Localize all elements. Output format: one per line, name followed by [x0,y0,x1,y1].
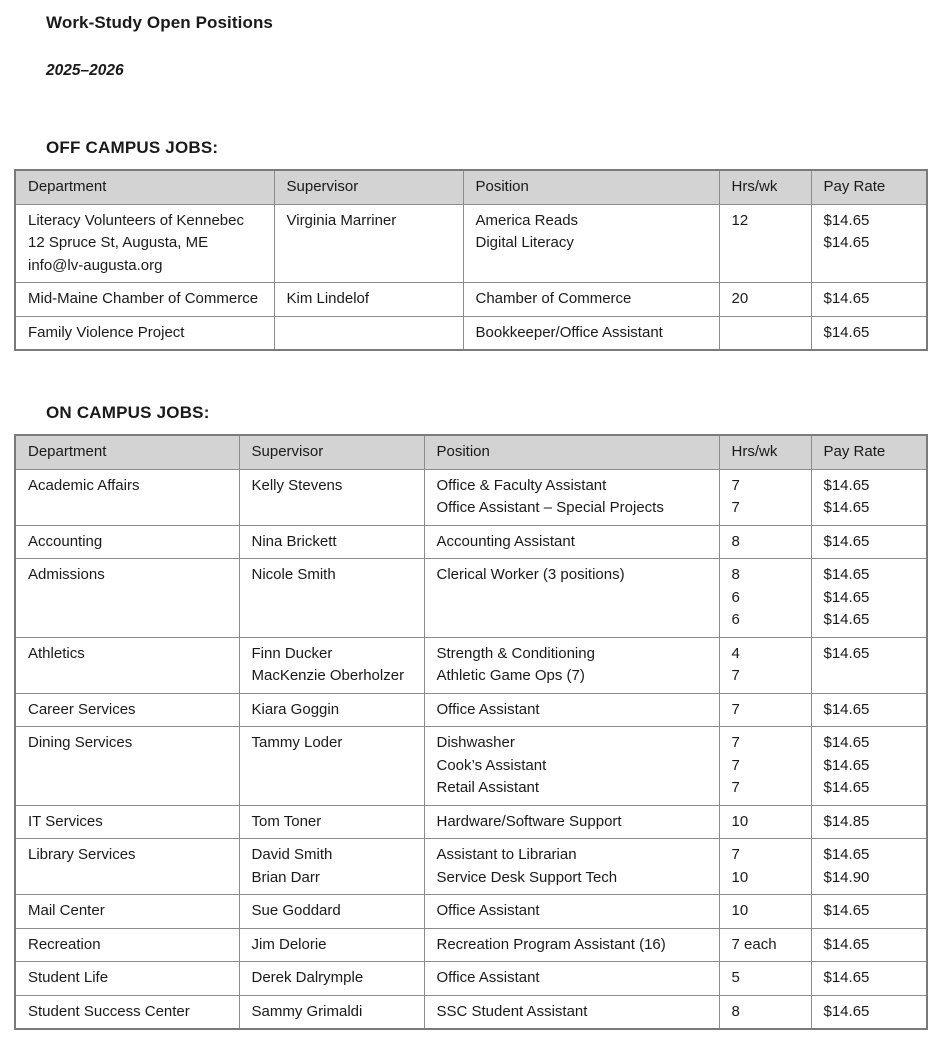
cell-line: Retail Assistant [436,779,540,796]
cell-pay [811,727,927,806]
cell-supervisor [239,469,424,525]
table-row [15,693,927,727]
cell-line: $14.65 [823,969,870,986]
cell-line: Academic Affairs [28,476,140,494]
cell-pay [811,469,927,525]
cell-line: $14.65 [823,532,870,550]
cell-line: Nicole Smith [251,566,336,583]
cell-department [15,895,239,929]
cell-line: 8 [731,532,740,550]
cell-department [15,928,239,962]
cell-pay [811,693,927,727]
cell-line: $14.65 [823,499,870,516]
cell-line: Career Services [28,700,136,718]
cell-line: Chamber of Commerce [475,290,632,307]
cell-line: Office Assistant – Special Projects [436,499,664,516]
cell-line: SSC Student Assistant [436,1002,588,1020]
cell-position [463,316,719,350]
cell-line: Mail Center [28,902,105,919]
cell-line: MacKenzie Oberholzer [251,667,405,684]
cell-line: Sammy Grimaldi [251,1002,363,1020]
cell-supervisor [239,637,424,693]
cell-hrs [719,727,811,806]
cell-line: America Reads [475,211,579,229]
cell-supervisor [274,283,463,317]
cell-line: $14.65 [823,779,870,796]
table-row [15,895,927,929]
cell-line: 7 [731,667,740,684]
cell-line: 10 [731,868,749,886]
cell-line: 8 [731,1002,740,1020]
cell-line: Service Desk Support Tech [436,868,618,886]
cell-supervisor [239,525,424,559]
cell-line: Kiara Goggin [251,700,340,718]
cell-hrs [719,469,811,525]
cell-line: 12 [731,211,749,229]
cell-position [424,727,719,806]
cell-line: 7 [731,476,740,494]
cell-pay [811,525,927,559]
cell-supervisor [239,693,424,727]
cell-line: $14.65 [823,290,870,307]
table-row [15,204,927,283]
table-row [15,559,927,638]
cell-hrs [719,283,811,317]
cell-position [463,283,719,317]
column-header: Supervisor [239,435,424,469]
cell-line: Virginia Marriner [286,211,397,229]
cell-department [15,693,239,727]
cell-hrs [719,839,811,895]
column-header: Supervisor [274,170,463,204]
cell-hrs [719,895,811,929]
cell-position [424,469,719,525]
table-header-row [15,435,927,469]
cell-line: 8 [731,566,740,583]
table-header-row [15,170,927,204]
cell-line: $14.65 [823,611,870,628]
cell-line: Student Success Center [28,1002,190,1020]
cell-supervisor [239,928,424,962]
cell-department [15,805,239,839]
cell-line: Recreation [28,935,101,953]
cell-line: Admissions [28,566,105,583]
column-header: Pay Rate [811,435,927,469]
cell-department [15,283,274,317]
cell-line: Tammy Loder [251,734,343,751]
cell-position [463,204,719,283]
cell-supervisor [239,559,424,638]
cell-line: $14.65 [823,588,870,606]
cell-pay [811,839,927,895]
cell-line: Hardware/Software Support [436,812,622,830]
cell-pay [811,805,927,839]
cell-line: $14.90 [823,868,870,886]
section-heading-on-campus: ON CAMPUS JOBS: [46,403,210,422]
cell-department [15,839,239,895]
cell-line: 10 [731,902,749,919]
cell-line: 20 [731,290,749,307]
cell-line: 7 [731,700,740,718]
column-header: Position [463,170,719,204]
cell-line: $14.65 [823,734,870,751]
cell-line: $14.85 [823,812,870,830]
cell-line: $14.65 [823,935,870,953]
cell-hrs [719,316,811,350]
section-heading-off-campus: OFF CAMPUS JOBS: [46,138,219,157]
column-header: Hrs/wk [719,170,811,204]
cell-position [424,962,719,996]
cell-line: Finn Ducker [251,644,333,662]
cell-position [424,805,719,839]
cell-line: Office & Faculty Assistant [436,476,607,494]
table-row [15,839,927,895]
cell-line: $14.65 [823,700,870,718]
cell-department [15,962,239,996]
cell-line: Digital Literacy [475,234,574,251]
column-header: Pay Rate [811,170,927,204]
cell-line: Athletics [28,644,85,662]
cell-department [15,525,239,559]
cell-hrs [719,962,811,996]
cell-department [15,316,274,350]
cell-line: Strength & Conditioning [436,644,595,662]
cell-supervisor [239,727,424,806]
cell-position [424,839,719,895]
cell-line: $14.65 [823,644,870,662]
cell-position [424,559,719,638]
cell-line: IT Services [28,812,103,830]
cell-pay [811,316,927,350]
cell-line: Nina Brickett [251,532,337,550]
cell-line: Accounting [28,532,103,550]
cell-line: Recreation Program Assistant (16) [436,935,666,953]
cell-pay [811,928,927,962]
table-row [15,283,927,317]
cell-line: Derek Dalrymple [251,969,364,986]
cell-line: $14.65 [823,902,870,919]
column-header: Department [15,435,239,469]
cell-line: 6 [731,588,740,606]
cell-line: $14.65 [823,476,870,494]
cell-supervisor [239,962,424,996]
cell-position [424,928,719,962]
cell-line: $14.65 [823,323,870,341]
cell-line: Dishwasher [436,734,515,751]
cell-line: 7 [731,756,740,774]
cell-line: Brian Darr [251,868,320,886]
cell-line: David Smith [251,846,333,863]
cell-position [424,637,719,693]
cell-line: 10 [731,812,749,830]
cell-hrs [719,204,811,283]
column-header: Hrs/wk [719,435,811,469]
cell-hrs [719,928,811,962]
cell-line: Kim Lindelof [286,290,370,307]
cell-line: $14.65 [823,846,870,863]
cell-line: Tom Toner [251,812,322,830]
on-campus-jobs-table [14,434,928,1030]
cell-hrs [719,637,811,693]
cell-line: Family Violence Project [28,323,185,341]
cell-line: 7 [731,846,740,863]
cell-department [15,204,274,283]
page-title: Work-Study Open Positions [46,13,273,32]
cell-hrs [719,693,811,727]
cell-supervisor [274,316,463,350]
cell-department [15,469,239,525]
table-row [15,962,927,996]
cell-line: Clerical Worker (3 positions) [436,566,625,583]
cell-line: $14.65 [823,1002,870,1020]
table-row [15,928,927,962]
cell-line: 7 [731,779,740,796]
cell-line: Mid-Maine Chamber of Commerce [28,290,259,307]
cell-line: 4 [731,644,740,662]
cell-supervisor [274,204,463,283]
cell-hrs [719,525,811,559]
cell-line: 7 each [731,935,777,953]
cell-department [15,559,239,638]
cell-line: Dining Services [28,734,133,751]
cell-pay [811,962,927,996]
cell-line: 7 [731,499,740,516]
cell-supervisor [239,895,424,929]
cell-hrs [719,559,811,638]
cell-pay [811,895,927,929]
off-campus-jobs-table [14,169,928,351]
cell-line: Accounting Assistant [436,532,575,550]
table-row [15,469,927,525]
table-row [15,637,927,693]
table-row [15,805,927,839]
cell-position [424,693,719,727]
cell-line: Jim Delorie [251,935,327,953]
column-header: Department [15,170,274,204]
cell-line: Cook’s Assistant [436,756,547,774]
cell-line: Athletic Game Ops (7) [436,667,585,684]
cell-pay [811,283,927,317]
cell-line: 6 [731,611,740,628]
cell-line: Office Assistant [436,902,540,919]
cell-department [15,727,239,806]
cell-line: 7 [731,734,740,751]
cell-line: Assistant to Librarian [436,846,577,863]
cell-position [424,525,719,559]
cell-pay [811,637,927,693]
cell-line: Office Assistant [436,700,540,718]
cell-line: 5 [731,969,740,986]
cell-supervisor [239,839,424,895]
cell-department [15,637,239,693]
academic-year-subtitle: 2025–2026 [46,62,124,79]
cell-hrs [719,805,811,839]
cell-pay [811,204,927,283]
cell-line: Student Life [28,969,109,986]
cell-line: Library Services [28,846,136,863]
cell-line: Office Assistant [436,969,540,986]
cell-line: info@lv-augusta.org [28,256,163,274]
cell-supervisor [239,805,424,839]
cell-line: 12 Spruce St, Augusta, ME [28,234,209,251]
cell-line: Literacy Volunteers of Kennebec [28,211,244,229]
table-row [15,316,927,350]
cell-line: $14.65 [823,566,870,583]
table-row [15,727,927,806]
cell-line: $14.65 [823,756,870,774]
cell-position [424,895,719,929]
table-row [15,525,927,559]
cell-line: Kelly Stevens [251,476,343,494]
cell-line: $14.65 [823,211,870,229]
column-header: Position [424,435,719,469]
cell-pay [811,559,927,638]
cell-line: Sue Goddard [251,902,341,919]
cell-line: Bookkeeper/Office Assistant [475,323,663,341]
cell-line: $14.65 [823,234,870,251]
